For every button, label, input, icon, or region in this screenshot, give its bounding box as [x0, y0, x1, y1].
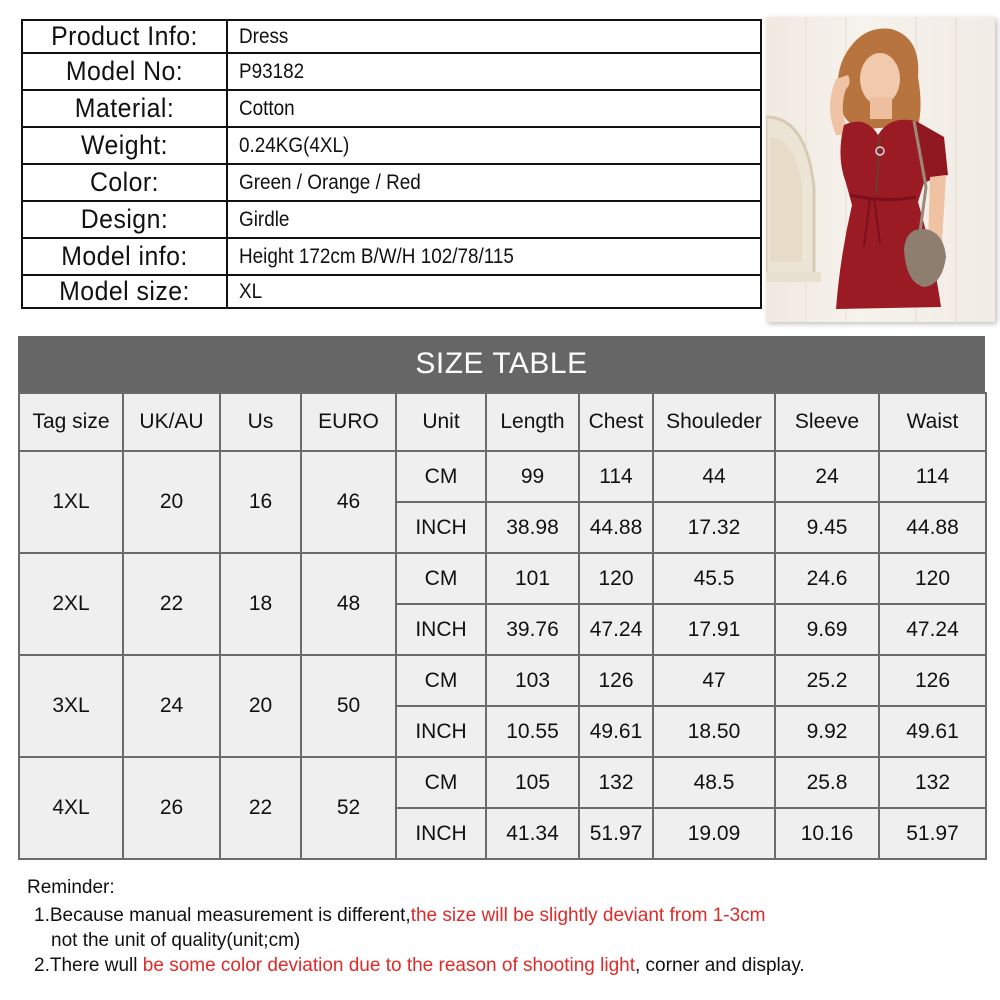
- info-value: [227, 275, 761, 308]
- info-value: [227, 164, 761, 201]
- cell-waist: 114: [879, 451, 986, 502]
- cell-waist: 44.88: [879, 502, 986, 553]
- info-row-model-info: [22, 238, 761, 275]
- table-row: [19, 451, 986, 502]
- info-row-material: [22, 90, 761, 127]
- cell-chest: 49.61: [579, 706, 653, 757]
- reminder-line-1: [34, 903, 805, 928]
- cell-unit: INCH: [396, 808, 486, 859]
- col-header-length: Length: [486, 393, 579, 451]
- cell-unit: CM: [396, 553, 486, 604]
- cell-tag-size: 3XL: [19, 655, 123, 757]
- info-value-text: XL: [239, 279, 263, 303]
- cell-shoulder: 19.09: [653, 808, 775, 859]
- cell-length: 103: [486, 655, 579, 706]
- cell-shoulder: 47: [653, 655, 775, 706]
- reminder-2-highlight: be some color deviation due to the reason of shooting light: [142, 955, 635, 976]
- cell-uk-au: 20: [123, 451, 220, 553]
- info-value: [227, 201, 761, 238]
- table-row: [19, 553, 986, 604]
- cell-tag-size: 2XL: [19, 553, 123, 655]
- info-label: Product Info:: [30, 20, 219, 53]
- info-value-text: Height 172cm B/W/H 102/78/115: [239, 244, 514, 268]
- col-header-chest: Chest: [579, 393, 653, 451]
- cell-us: 20: [220, 655, 301, 757]
- col-header-uk-au: UK/AU: [123, 393, 220, 451]
- cell-waist: 49.61: [879, 706, 986, 757]
- cell-chest: 114: [579, 451, 653, 502]
- col-header-waist: Waist: [879, 393, 986, 451]
- cell-unit: INCH: [396, 604, 486, 655]
- cell-length: 105: [486, 757, 579, 808]
- reminder-line-2: [34, 953, 805, 978]
- cell-uk-au: 22: [123, 553, 220, 655]
- reminder-line-1-continued: not the unit of quality(unit;cm): [51, 930, 301, 951]
- model-illustration: [766, 17, 995, 322]
- info-value: [227, 238, 761, 275]
- cell-shoulder: 48.5: [653, 757, 775, 808]
- table-row: [19, 757, 986, 808]
- cell-unit: INCH: [396, 502, 486, 553]
- info-value: [227, 90, 761, 127]
- cell-shoulder: 17.32: [653, 502, 775, 553]
- reminder-2-text-a: 2.There wull: [34, 955, 143, 976]
- size-table-title: SIZE TABLE: [18, 336, 985, 392]
- info-row-design: [22, 201, 761, 238]
- info-label: Material:: [30, 90, 219, 127]
- size-table: [18, 392, 987, 860]
- cell-waist: 132: [879, 757, 986, 808]
- cell-chest: 51.97: [579, 808, 653, 859]
- size-table-header-row: [19, 393, 986, 451]
- cell-euro: 46: [301, 451, 396, 553]
- cell-length: 39.76: [486, 604, 579, 655]
- cell-chest: 44.88: [579, 502, 653, 553]
- cell-euro: 48: [301, 553, 396, 655]
- reminder-2-text-b: , corner and display.: [635, 955, 805, 976]
- cell-waist: 51.97: [879, 808, 986, 859]
- info-row-product: [22, 20, 761, 53]
- cell-us: 18: [220, 553, 301, 655]
- info-value-text: Green / Orange / Red: [239, 170, 421, 194]
- info-label: Design:: [30, 201, 219, 238]
- cell-tag-size: 1XL: [19, 451, 123, 553]
- cell-sleeve: 10.16: [775, 808, 879, 859]
- info-row-model-no: [22, 53, 761, 90]
- cell-sleeve: 24: [775, 451, 879, 502]
- cell-sleeve: 24.6: [775, 553, 879, 604]
- cell-sleeve: 25.2: [775, 655, 879, 706]
- info-row-weight: [22, 127, 761, 164]
- cell-sleeve: 9.92: [775, 706, 879, 757]
- product-info-table: [21, 19, 762, 309]
- cell-waist: 120: [879, 553, 986, 604]
- cell-us: 22: [220, 757, 301, 859]
- cell-euro: 50: [301, 655, 396, 757]
- cell-shoulder: 17.91: [653, 604, 775, 655]
- info-row-color: [22, 164, 761, 201]
- cell-chest: 126: [579, 655, 653, 706]
- reminder-section: [27, 875, 805, 978]
- info-label: Model size:: [30, 275, 219, 308]
- cell-length: 99: [486, 451, 579, 502]
- info-value-text: Cotton: [239, 96, 295, 120]
- cell-uk-au: 24: [123, 655, 220, 757]
- cell-chest: 47.24: [579, 604, 653, 655]
- cell-length: 10.55: [486, 706, 579, 757]
- info-label: Weight:: [30, 127, 219, 164]
- model-photo: [766, 17, 995, 322]
- reminder-1-text: 1.Because manual measurement is different,: [34, 905, 411, 926]
- cell-uk-au: 26: [123, 757, 220, 859]
- cell-tag-size: 4XL: [19, 757, 123, 859]
- info-value-text: Dress: [239, 24, 289, 48]
- cell-shoulder: 45.5: [653, 553, 775, 604]
- cell-chest: 120: [579, 553, 653, 604]
- table-row: [19, 655, 986, 706]
- cell-chest: 132: [579, 757, 653, 808]
- col-header-sleeve: Sleeve: [775, 393, 879, 451]
- reminder-1-highlight: the size will be slightly deviant from 1-3cm: [410, 905, 766, 926]
- cell-unit: INCH: [396, 706, 486, 757]
- cell-sleeve: 9.45: [775, 502, 879, 553]
- cell-unit: CM: [396, 451, 486, 502]
- cell-euro: 52: [301, 757, 396, 859]
- info-value: [227, 127, 761, 164]
- info-label: Model info:: [30, 238, 219, 275]
- cell-waist: 126: [879, 655, 986, 706]
- info-label: Color:: [30, 164, 219, 201]
- info-label: Model No:: [30, 53, 219, 90]
- col-header-unit: Unit: [396, 393, 486, 451]
- cell-waist: 47.24: [879, 604, 986, 655]
- info-value: [227, 20, 761, 53]
- col-header-us: Us: [220, 393, 301, 451]
- size-table-section: [18, 336, 985, 860]
- col-header-tag-size: Tag size: [19, 393, 123, 451]
- cell-length: 41.34: [486, 808, 579, 859]
- col-header-shoulder: Shouleder: [653, 393, 775, 451]
- info-value-text: 0.24KG(4XL): [239, 133, 350, 157]
- cell-shoulder: 18.50: [653, 706, 775, 757]
- cell-unit: CM: [396, 757, 486, 808]
- cell-length: 101: [486, 553, 579, 604]
- info-row-model-size: [22, 275, 761, 308]
- cell-sleeve: 9.69: [775, 604, 879, 655]
- cell-length: 38.98: [486, 502, 579, 553]
- info-value-text: P93182: [239, 59, 305, 83]
- info-value: [227, 53, 761, 90]
- info-value-text: Girdle: [239, 207, 290, 231]
- col-header-euro: EURO: [301, 393, 396, 451]
- cell-unit: CM: [396, 655, 486, 706]
- cell-us: 16: [220, 451, 301, 553]
- reminder-title: Reminder:: [27, 877, 115, 898]
- cell-sleeve: 25.8: [775, 757, 879, 808]
- cell-shoulder: 44: [653, 451, 775, 502]
